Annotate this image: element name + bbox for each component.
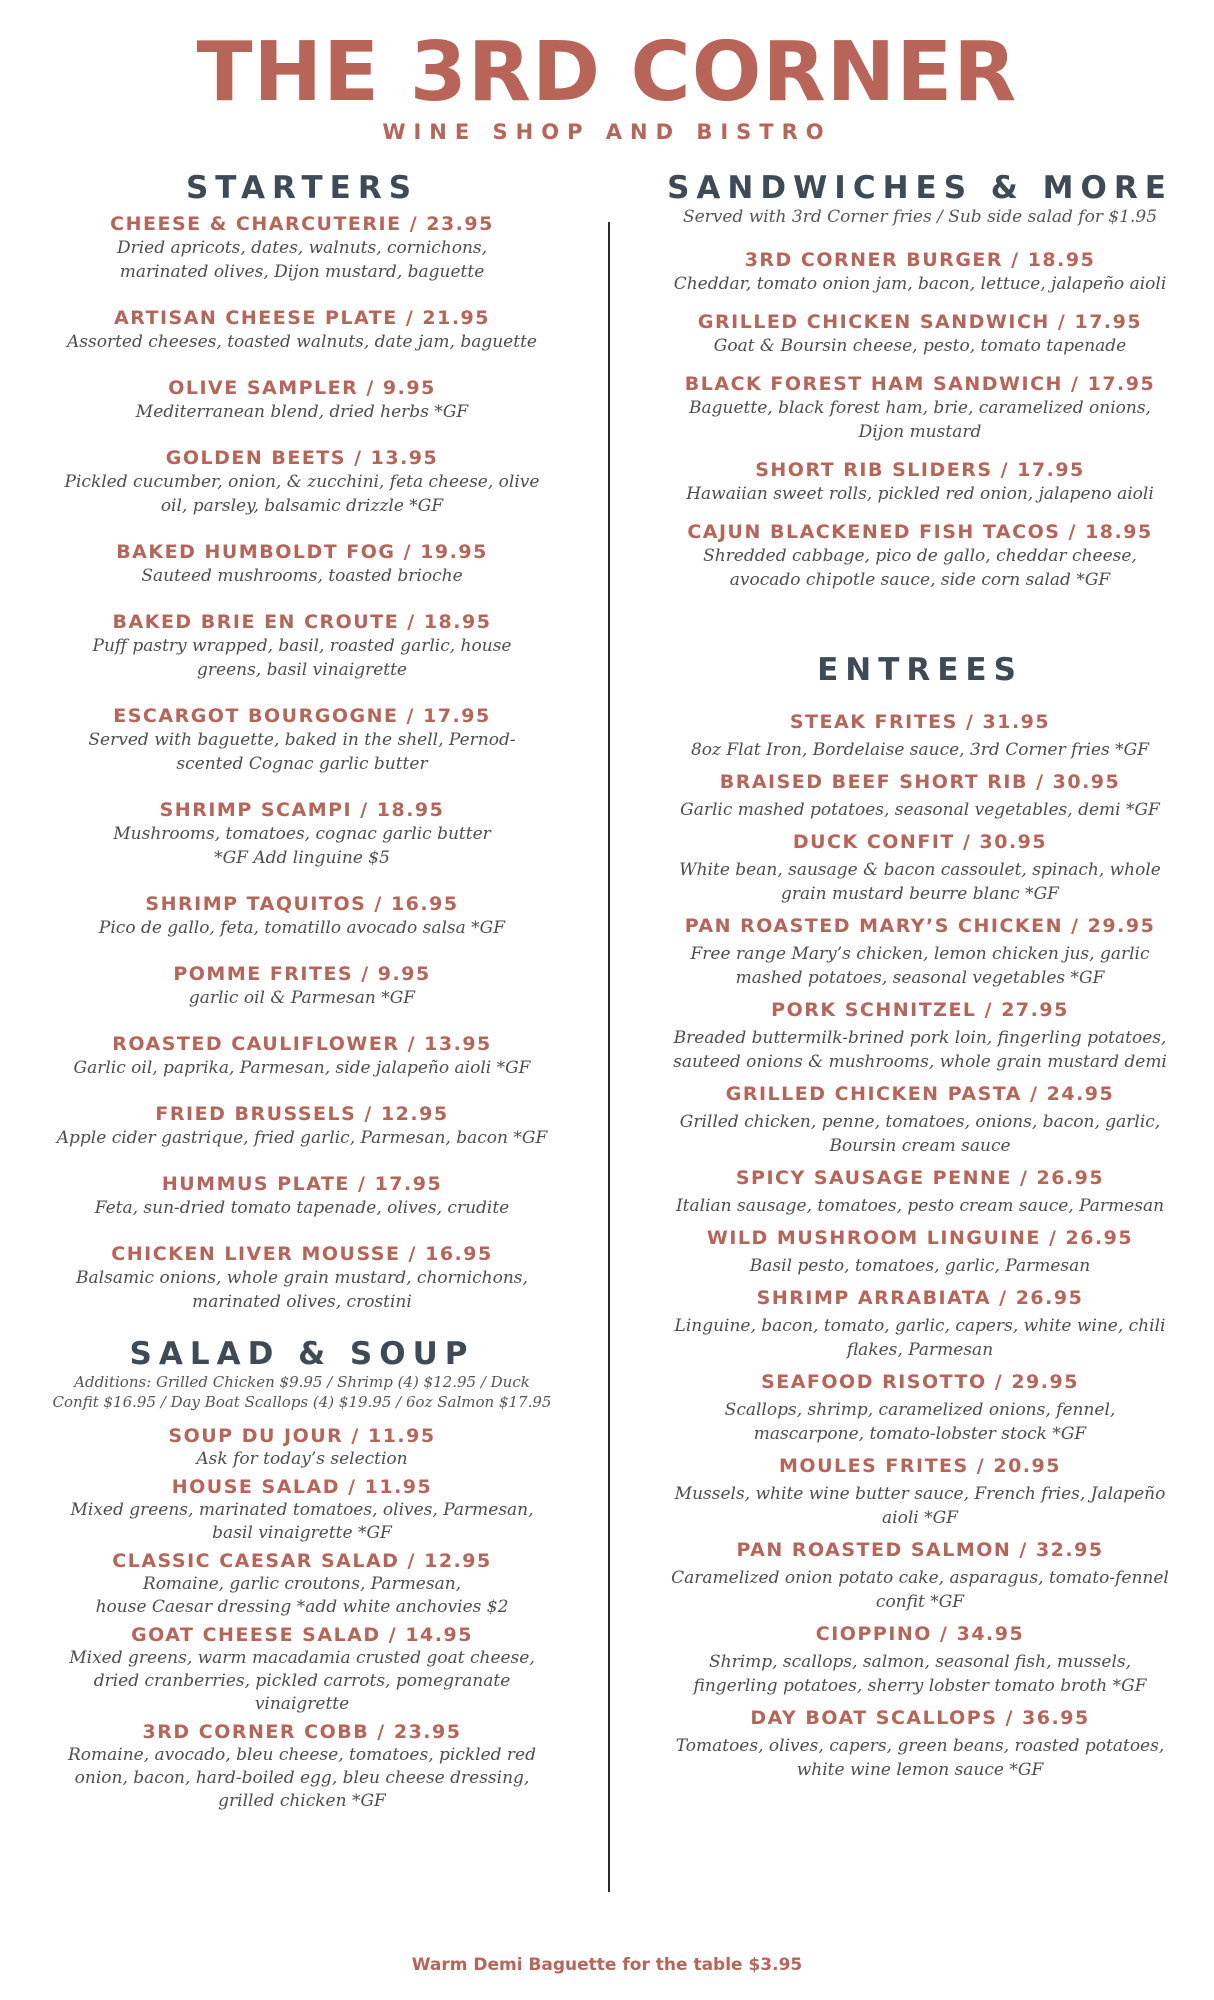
menu-item-description: Grilled chicken, penne, tomatoes, onions, bacon, garlic, Boursin cream sauce [679,1112,1161,1156]
menu-item-description: Basil pesto, tomatoes, garlic, Parmesan [749,1256,1091,1276]
menu-item-description: garlic oil & Parmesan *GF [188,988,416,1008]
menu-item-description: Romaine, garlic croutons, Parmesan, house Caesar dressing *add white anchovies $2 [95,1574,509,1617]
sandwiches-title: SANDWICHES & MORE [667,170,1173,206]
column-divider [608,222,610,1892]
menu-item-description: Served with baguette, baked in the shell, Pernod- scented Cognac garlic butter [88,730,516,774]
menu-item [640,372,1200,444]
salad-additions-note: Additions: Grilled Chicken $9.95 / Shrimp (4) $12.95 / Duck Confit $16.95 / Day Boat Scallops (4) $19.95 / 6oz Salmon $17.95 [52,1373,552,1411]
menu-item [640,458,1200,506]
menu-item-description: Pico de gallo, feta, tomatillo avocado salsa *GF [98,918,506,938]
entrees-title: ENTREES [817,652,1023,688]
menu-item-description: Pickled cucumber, onion, & zucchini, feta cheese, olive oil, parsley, balsamic drizzle *GF [64,472,540,516]
menu-item [640,248,1200,296]
menu-item-description: Balsamic onions, whole grain mustard, chornichons, marinated olives, crostini [76,1268,528,1312]
baguette-footer-note: Warm Demi Baguette for the table $3.95 [411,1955,803,1975]
menu-item-name: HOUSE SALAD / 11.95 [171,1476,433,1498]
menu-item-description: Italian sausage, tomatoes, pesto cream sauce, Parmesan [675,1196,1165,1216]
menu-item [28,446,576,518]
menu-item [28,212,576,284]
menu-item-description: Apple cider gastrique, fried garlic, Parmesan, bacon *GF [56,1128,548,1148]
menu-item [28,1102,576,1150]
menu-item-name: SEAFOOD RISOTTO / 29.95 [761,1371,1079,1393]
menu-item-name: PAN ROASTED MARY’S CHICKEN / 29.95 [684,915,1156,937]
menu-item-description: Assorted cheeses, toasted walnuts, date jam, baguette [67,332,537,352]
menu-item-name: SHRIMP SCAMPI / 18.95 [159,799,445,821]
menu-item-description: Mussels, white wine butter sauce, French fries, Jalapeño aioli *GF [674,1484,1166,1528]
menu-item-description: Baguette, black forest ham, brie, caramelized onions, Dijon mustard [689,398,1151,442]
menu-item-description: Garlic mashed potatoes, seasonal vegetables, demi *GF [680,800,1160,820]
menu-item [28,1623,576,1716]
left-column [28,170,576,1817]
menu-item [640,1706,1200,1782]
menu-item [640,520,1200,592]
menu-item-description: 8oz Flat Iron, Bordelaise sauce, 3rd Corner fries *GF [690,740,1150,760]
menu-item-name: SHRIMP TAQUITOS / 16.95 [145,893,459,915]
menu-item-name: FRIED BRUSSELS / 12.95 [155,1103,449,1125]
menu-item-description: Goat & Boursin cheese, pesto, tomato tapenade [713,336,1127,356]
menu-item-name: PAN ROASTED SALMON / 32.95 [736,1539,1104,1561]
menu-item [640,710,1200,762]
menu-item-name: WILD MUSHROOM LINGUINE / 26.95 [706,1227,1134,1249]
menu-item [28,1549,576,1619]
menu-item-description: Scallops, shrimp, caramelized onions, fennel, mascarpone, tomato-lobster stock *GF [724,1400,1116,1444]
menu-item-name: HUMMUS PLATE / 17.95 [161,1173,443,1195]
menu-item [640,770,1200,822]
menu-item-name: SHORT RIB SLIDERS / 17.95 [755,459,1085,481]
menu-item-name: CAJUN BLACKENED FISH TACOS / 18.95 [687,521,1153,543]
menu-item [640,310,1200,358]
menu-item-name: BAKED HUMBOLDT FOG / 19.95 [116,541,488,563]
menu-item-name: CHEESE & CHARCUTERIE / 23.95 [110,213,494,235]
restaurant-tagline: WINE SHOP AND BISTRO [382,120,832,144]
menu-item-name: ESCARGOT BOURGOGNE / 17.95 [113,705,491,727]
menu-item [28,1424,576,1471]
menu-item [640,914,1200,990]
menu-item-description: Free range Mary’s chicken, lemon chicken jus, garlic mashed potatoes, seasonal vegetables *GF [690,944,1150,988]
menu-item [640,1166,1200,1218]
menu-item-name: CHICKEN LIVER MOUSSE / 16.95 [111,1243,493,1265]
entrees-section [640,652,1200,1782]
menu-item [28,1242,576,1314]
menu-item [640,830,1200,906]
menu-item [640,1226,1200,1278]
starters-title: STARTERS [185,170,419,206]
menu-item [28,1172,576,1220]
restaurant-logo: THE 3RD CORNER [196,25,1018,120]
menu-item-name: DAY BOAT SCALLOPS / 36.95 [750,1707,1090,1729]
right-column [640,170,1200,1790]
menu-item-name: CLASSIC CAESAR SALAD / 12.95 [112,1550,492,1572]
menu-item [640,1622,1200,1698]
sandwiches-note: Served with 3rd Corner fries / Sub side salad for $1.95 [682,207,1158,227]
menu-item-description: Cheddar, tomato onion jam, bacon, lettuce, jalapeño aioli [673,274,1167,294]
menu-item [640,1538,1200,1614]
menu-item-description: White bean, sausage & bacon cassoulet, spinach, whole grain mustard beurre blanc *GF [679,860,1161,904]
sandwiches-section [640,170,1200,592]
menu-item-description: Romaine, avocado, bleu cheese, tomatoes, pickled red onion, bacon, hard-boiled egg, bleu cheese dressing, grilled chicken *GF [68,1745,536,1811]
menu-item [640,1370,1200,1446]
menu-item-name: BAKED BRIE EN CROUTE / 18.95 [112,611,492,633]
menu-item-description: Mixed greens, marinated tomatoes, olives, Parmesan, basil vinaigrette *GF [70,1500,534,1543]
menu-item [640,998,1200,1074]
starters-section [28,170,576,1314]
menu-item-description: Shredded cabbage, pico de gallo, cheddar cheese, avocado chipotle sauce, side corn salad *GF [703,546,1137,590]
menu-item-name: SPICY SAUSAGE PENNE / 26.95 [735,1167,1105,1189]
menu-item-name: GRILLED CHICKEN PASTA / 24.95 [725,1083,1115,1105]
menu-header [0,25,1214,144]
menu-item [28,540,576,588]
menu-item-description: Mixed greens, warm macadamia crusted goat cheese, dried cranberries, pickled carrots, pomegranate vinaigrette [69,1648,535,1714]
menu-item-description: Sauteed mushrooms, toasted brioche [141,566,463,586]
menu-item-description: Tomatoes, olives, capers, green beans, roasted potatoes, white wine lemon sauce *GF [675,1736,1165,1780]
menu-item-name: ROASTED CAULIFLOWER / 13.95 [112,1033,492,1055]
menu-item-description: Hawaiian sweet rolls, pickled red onion, jalapeno aioli [686,484,1154,504]
salad-soup-title: SALAD & SOUP [129,1336,475,1372]
menu-item-name: 3RD CORNER COBB / 23.95 [142,1721,462,1743]
menu-item-name: POMME FRITES / 9.95 [173,963,431,985]
menu-item-description: Mediterranean blend, dried herbs *GF [135,402,469,422]
menu-item [28,704,576,776]
menu-item-name: BLACK FOREST HAM SANDWICH / 17.95 [684,373,1156,395]
menu-item [28,798,576,870]
menu-item-description: Caramelized onion potato cake, asparagus, tomato-fennel confit *GF [671,1568,1169,1612]
menu-item [640,1082,1200,1158]
menu-item-description: Puff pastry wrapped, basil, roasted garlic, house greens, basil vinaigrette [92,636,512,680]
menu-item-name: GRILLED CHICKEN SANDWICH / 17.95 [697,311,1143,333]
salad-soup-section [28,1336,576,1813]
menu-item [640,1454,1200,1530]
menu-item-name: DUCK CONFIT / 30.95 [792,831,1048,853]
menu-item-description: Breaded buttermilk-brined pork loin, fingerling potatoes, sauteed onions & mushrooms, whole grain mustard demi [673,1028,1167,1072]
menu-item-name: SOUP DU JOUR / 11.95 [168,1425,436,1447]
menu-item [28,962,576,1010]
menu-item-name: SHRIMP ARRABIATA / 26.95 [756,1287,1084,1309]
menu-item-name: BRAISED BEEF SHORT RIB / 30.95 [719,771,1121,793]
menu-item-description: Garlic oil, paprika, Parmesan, side jalapeño aioli *GF [73,1058,531,1078]
menu-item-name: MOULES FRITES / 20.95 [779,1455,1061,1477]
menu-item-description: Feta, sun-dried tomato tapenade, olives, crudite [94,1198,510,1218]
menu-item [640,1286,1200,1362]
menu-item [28,892,576,940]
menu-item-name: STEAK FRITES / 31.95 [789,711,1051,733]
menu-item-description: Ask for today’s selection [196,1449,408,1469]
menu-item [28,376,576,424]
menu-item-name: GOAT CHEESE SALAD / 14.95 [131,1624,473,1646]
menu-item-name: OLIVE SAMPLER / 9.95 [168,377,436,399]
menu-item-name: ARTISAN CHEESE PLATE / 21.95 [114,307,490,329]
menu-item-description: Dried apricots, dates, walnuts, cornichons, marinated olives, Dijon mustard, baguette [116,238,488,282]
menu-item [28,306,576,354]
menu-item-name: GOLDEN BEETS / 13.95 [165,447,439,469]
menu-item-description: Shrimp, scallops, salmon, seasonal fish, mussels, fingerling potatoes, sherry lobster tomato broth *GF [693,1652,1147,1696]
menu-item [28,1475,576,1545]
menu-item-description: Linguine, bacon, tomato, garlic, capers, white wine, chili flakes, Parmesan [674,1316,1166,1360]
menu-item [28,1032,576,1080]
menu-item-name: 3RD CORNER BURGER / 18.95 [744,249,1096,271]
menu-item [28,610,576,682]
menu-item [28,1720,576,1813]
menu-item-name: PORK SCHNITZEL / 27.95 [771,999,1069,1021]
menu-item-description: Mushrooms, tomatoes, cognac garlic butter *GF Add linguine $5 [113,824,491,868]
menu-item-name: CIOPPINO / 34.95 [815,1623,1025,1645]
